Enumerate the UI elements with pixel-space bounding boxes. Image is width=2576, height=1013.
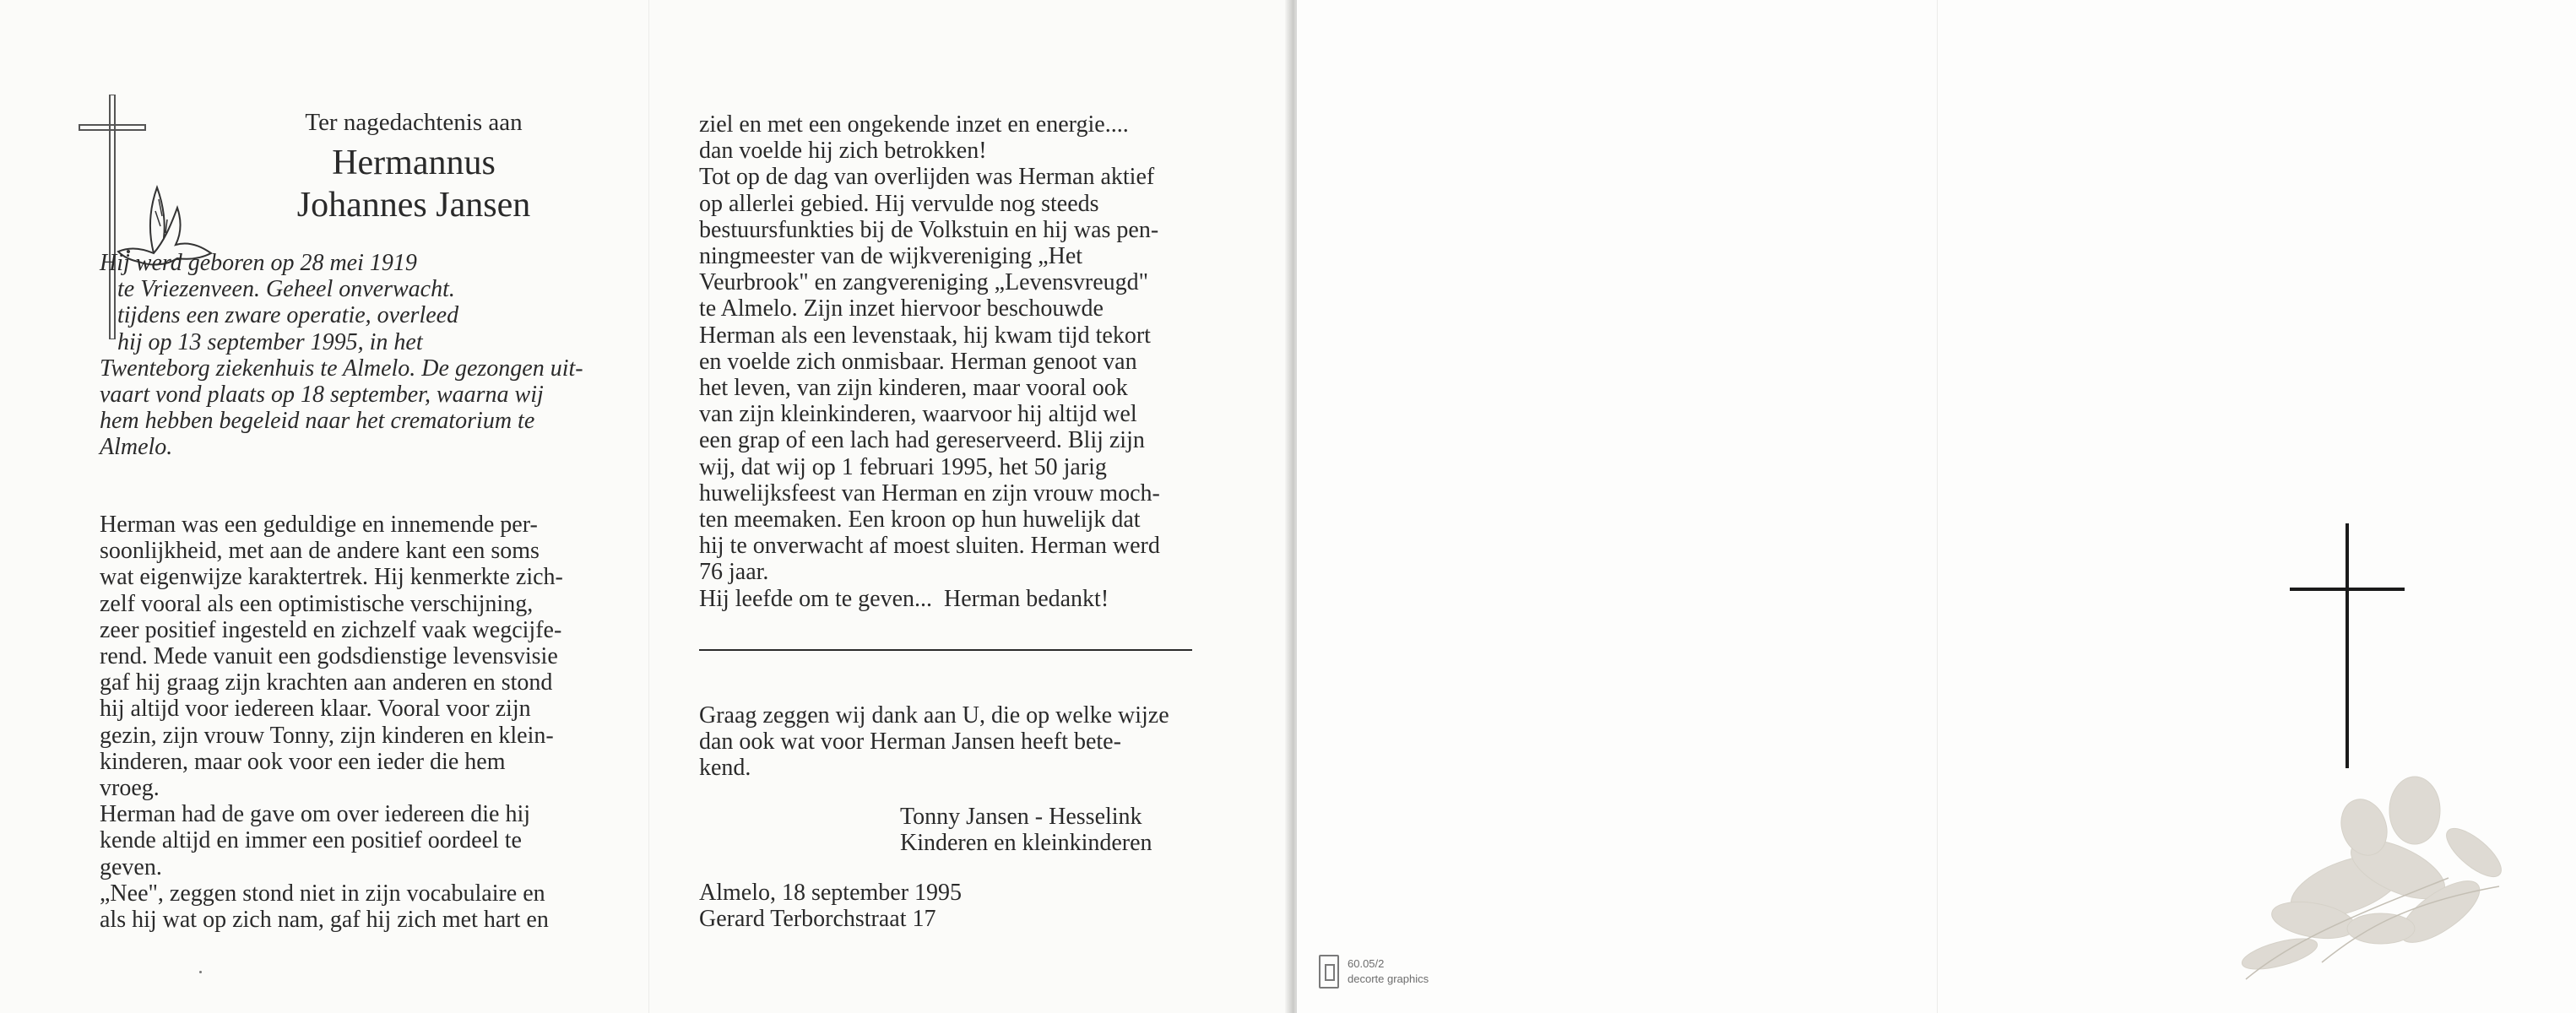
- thank-you-text: Graag zeggen wij dank aan U, die op welke wijze dan ook wat voor Herman Jansen heeft bete- kend.: [699, 702, 1169, 782]
- memorial-line: Ter nagedachtenis aan: [305, 109, 523, 136]
- deceased-name: Hermannus Johannes Jansen: [296, 144, 531, 225]
- biography-paragraph-2: ziel en met een ongekende inzet en energie.... dan voelde hij zich betrokken! Tot op de dag van overlijden was Herman aktief op allerlei gebied. Hij vervulde nog steeds bestuursfunkties bij de Volkstuin en hij was pen- ningmeester van de wijkvereniging „Het Veurbrook" en zangvereniging „Levensvreugd" te Almelo. Zijn inzet hiervoor beschouwde Herman als een levenstaak, hij kwam tijd tekort en voelde zich onmisbaar. Herman genoot van het leven, van zijn kinderen, maar vooral ook van zijn kleinkinderen, waarvoor hij altijd wel een grap of een lach had gereserveerd. Blij zijn wij, dat wij op 1 februari 1995, het 50 jarig huwelijksfeest van Herman en zijn vrouw moch- ten meemaken. Een kroon op hun huwelijk dat hij te onverwacht af moest sluiten. Herman werd 76 jaar. Hij leefde om te geven... Herman bedankt!: [699, 111, 1160, 612]
- family-signature: Tonny Jansen - Hesselink Kinderen en kleinkinderen: [900, 804, 1152, 857]
- brand-logo-icon: [1319, 955, 1339, 989]
- speck: [199, 971, 202, 973]
- cross-icon: [2290, 523, 2405, 768]
- middle-right-panel: [1295, 0, 1939, 1013]
- place-and-address: Almelo, 18 september 1995 Gerard Terborchstraat 17: [699, 880, 963, 933]
- brand-code: 60.05/2: [1348, 957, 1385, 970]
- biography-paragraph-1: Herman was een geduldige en innemende per- soonlijkheid, met aan de andere kant een soms wat eigenwijze karaktertrek. Hij kenmerkte zich- zelf vooral als een optimistische verschijning, zeer positief ingesteld en zichzelf vaak wegcijfe- rend. Mede vanuit een godsdienstige levensvisie gaf hij graag zijn krachten aan anderen en stond hij altijd voor iedereen klaar. Vooral voor zijn gezin, zijn vrouw Tonny, zijn kinderen en klein- kinderen, maar ook voor een ieder die hem vroeg. Herman had de gave om over iedereen die hij kende altijd en immer een positief oordeel te geven. „Nee", zeggen stond niet in zijn vocabulaire en als hij wat op zich nam, gaf hij zich met hart en: [100, 512, 563, 934]
- birth-death-text: Hij werd geboren op 28 mei 1919 te Vriezenveen. Geheel onverwacht. tijdens een zware operatie, overleed hij op 13 september 1995, in het Twenteborg ziekenhuis te Almelo. De gezongen uit- vaart vond plaats op 18 september, waarna wij hem hebben begeleid naar het crematorium te Almelo.: [100, 250, 583, 461]
- brand-name: decorte graphics: [1348, 972, 1429, 985]
- divider-line: [699, 649, 1192, 651]
